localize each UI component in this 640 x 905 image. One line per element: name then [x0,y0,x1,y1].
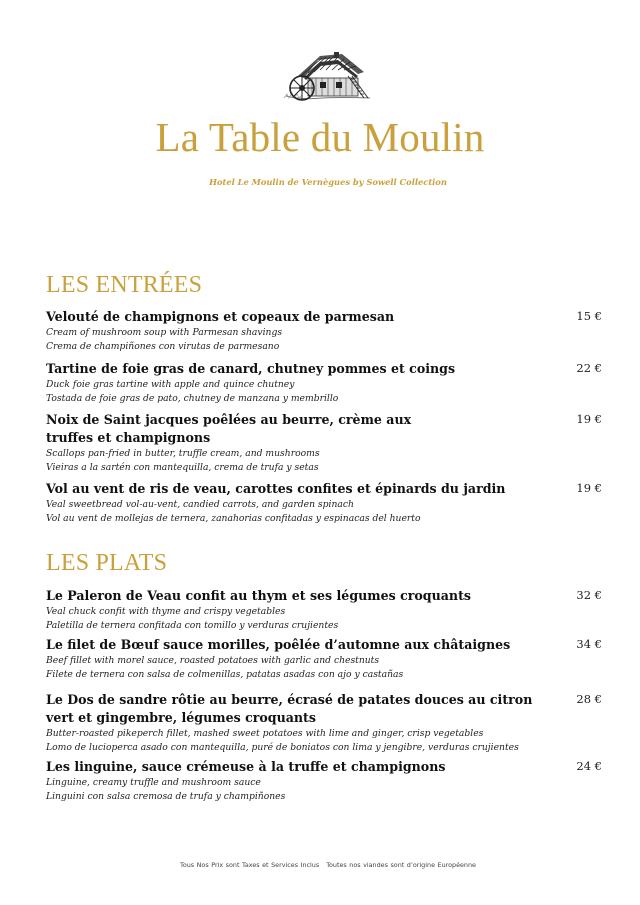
dish-description-en: Scallops pan-fried in butter, truffle cream, and mushrooms [46,448,320,459]
dish-description-en: Butter-roasted pikeperch fillet, mashed sweet potatoes with lime and ginger, crisp vegetables [46,728,484,739]
dish-name: Velouté de champignons et copeaux de parmesan [46,309,395,324]
menu-item [46,360,602,405]
dish-name: Noix de Saint jacques poêlées au beurre, crème aux truffes et champignons [46,412,412,445]
menu-item [46,411,602,474]
dish-name: Le filet de Bœuf sauce morilles, poêlée d’automne aux châtaignes [46,637,511,652]
footer-prices-note: Tous Nos Prix sont Taxes et Services Inclus [180,861,320,869]
dish-description-es: Filete de ternera con salsa de colmenillas, patatas asadas con ajo y castañas [46,668,404,680]
restaurant-title: La Table du Moulin [155,114,485,160]
dish-description-en: Cream of mushroom soup with Parmesan shavings [46,327,283,338]
dish-description-es: Paletilla de ternera confitada con tomillo y verduras crujientes [46,619,339,631]
footer-note [0,861,640,869]
dish-description-en: Linguine, creamy truffle and mushroom sauce [46,777,261,788]
dish-name: Le Dos de sandre rôtie au beurre, écrasé de patates douces au citron vert et gingembre, légumes croquants [46,692,533,725]
dish-price: 15 € [576,309,602,323]
dish-price: 19 € [576,481,602,495]
watermill-house-icon [272,48,378,106]
dish-description-en: Beef fillet with morel sauce, roasted potatoes with garlic and chestnuts [46,655,380,666]
dish-price: 24 € [576,759,602,773]
dish-name: Tartine de foie gras de canard, chutney pommes et coings [46,361,456,376]
dish-description-es: Vieiras a la sartén con mantequilla, crema de trufa y setas [46,461,319,473]
dish-price: 28 € [576,692,602,706]
hotel-subtitle: Hotel Le Moulin de Vernègues by Sowell Collection [209,177,447,187]
dish-description-es: Linguini con salsa cremosa de trufa y champiñones [46,790,286,802]
dish-name: Le Paleron de Veau confit au thym et ses légumes croquants [46,588,471,603]
menu-item [46,308,602,353]
menu-item [46,636,602,681]
dish-description-es: Vol au vent de mollejas de ternera, zanahorias confitadas y espinacas del huerto [46,512,421,524]
dish-price: 34 € [576,637,602,651]
dish-description-en: Duck foie gras tartine with apple and quince chutney [46,379,295,390]
footer-meat-origin-note: Toutes nos viandes sont d’origine Européenne [326,861,476,869]
menu-item [46,691,602,754]
dish-price: 22 € [576,361,602,375]
dish-description-es: Crema de champiñones con virutas de parmesano [46,340,280,352]
menu-item [46,758,602,803]
menu-item [46,480,602,525]
dish-price: 32 € [576,588,602,602]
dish-name: Vol au vent de ris de veau, carottes confites et épinards du jardin [46,481,506,496]
dish-description-es: Lomo de lucioperca asado con mantequilla, puré de boniatos con lima y jengibre, verduras crujientes [46,741,519,753]
dish-description-es: Tostada de foie gras de pato, chutney de manzana y membrillo [46,392,339,404]
menu-item [46,587,602,632]
dish-description-en: Veal chuck confit with thyme and crispy vegetables [46,606,286,617]
section-title-entrees: LES ENTRÉES [46,272,203,298]
section-title-plats: LES PLATS [46,550,168,576]
dish-price: 19 € [576,412,602,426]
dish-name: Les linguine, sauce crémeuse à la truffe et champignons [46,759,446,774]
dish-description-en: Veal sweetbread vol-au-vent, candied carrots, and garden spinach [46,499,354,510]
